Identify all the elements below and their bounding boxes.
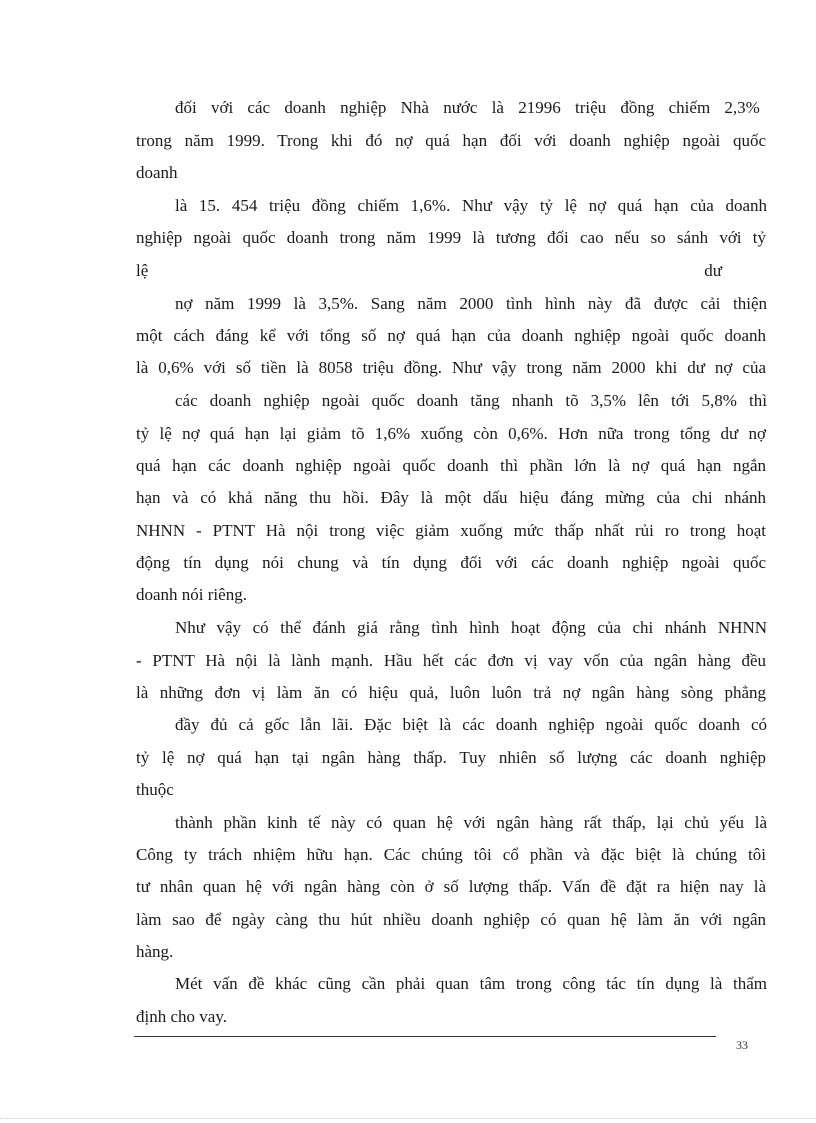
text-line: động tín dụng nói chung và tín dụng đối với các doanh nghiệp ngoài quốc	[136, 553, 766, 572]
text-line: Công ty trách nhiệm hữu hạn. Các chúng tôi cổ phần và đặc biệt là chúng tôi	[136, 845, 766, 864]
text-line-justified	[136, 260, 722, 282]
text-line: là 0,6% với số tiền là 8058 triệu đồng. Như vậy trong năm 2000 khi dư nợ của	[136, 358, 766, 377]
footer-rule	[134, 1036, 716, 1037]
text-line: hàng.	[136, 942, 174, 961]
text-line: doanh	[136, 163, 178, 182]
text-line: tỷ lệ nợ quá hạn tại ngân hàng thấp. Tuy nhiên số lượng các doanh nghiệp	[136, 748, 766, 767]
text-line: Mét vấn đề khác cũng cần phải quan tâm trong công tác tín dụng là thẩm	[175, 974, 767, 993]
text-line: định cho vay.	[136, 1007, 227, 1026]
text-line: đầy đủ cả gốc lẫn lãi. Đặc biệt là các doanh nghiệp ngoài quốc doanh có	[175, 715, 767, 734]
page-number: 33	[736, 1038, 748, 1052]
text-line: doanh nói riêng.	[136, 585, 247, 604]
text-line: Như vậy có thể đánh giá rằng tình hình hoạt động của chi nhánh NHNN	[175, 618, 767, 637]
text-line: là những đơn vị làm ăn có hiệu quả, luôn luôn trả nợ ngân hàng sòng phẳng	[136, 683, 766, 702]
text-line: trong năm 1999. Trong khi đó nợ quá hạn đối với doanh nghiệp ngoài quốc	[136, 131, 766, 150]
text-line: quá hạn các doanh nghiệp ngoài quốc doanh thì phần lớn là nợ quá hạn ngắn	[136, 456, 766, 475]
text-line: tư nhân quan hệ với ngân hàng còn ở số lượng thấp. Vấn đề đặt ra hiện nay là	[136, 877, 766, 896]
text-line: - PTNT Hà nội là lành mạnh. Hầu hết các đơn vị vay vốn của ngân hàng đều	[136, 651, 766, 670]
text-line: nghiệp ngoài quốc doanh trong năm 1999 là tương đối cao nếu so sánh với tỷ	[136, 228, 766, 247]
text-line: các doanh nghiệp ngoài quốc doanh tăng nhanh tõ 3,5% lên tới 5,8% thì	[175, 391, 767, 410]
text-line: là 15. 454 triệu đồng chiếm 1,6%. Như vậy tỷ lệ nợ quá hạn của doanh	[175, 196, 767, 215]
page-bottom-border	[0, 1118, 816, 1119]
text-line: NHNN - PTNT Hà nội trong việc giảm xuống mức thấp nhất rủi ro trong hoạt	[136, 521, 766, 540]
text-line: một cách đáng kể với tổng số nợ quá hạn của doanh nghiệp ngoài quốc doanh	[136, 326, 766, 345]
text-word: dư	[704, 261, 722, 280]
text-word: lệ	[136, 261, 149, 280]
text-line: làm sao để ngày càng thu hút nhiều doanh nghiệp có quan hệ làm ăn với ngân	[136, 910, 766, 929]
text-line: thuộc	[136, 780, 174, 799]
text-line: hạn và có khả năng thu hồi. Đây là một dấu hiệu đáng mừng của chi nhánh	[136, 488, 766, 507]
text-line: thành phần kinh tế này có quan hệ với ngân hàng rất thấp, lại chủ yếu là	[175, 813, 767, 832]
text-line: nợ năm 1999 là 3,5%. Sang năm 2000 tình hình này đã được cải thiện	[175, 294, 767, 313]
text-line: tỷ lệ nợ quá hạn lại giảm tõ 1,6% xuống còn 0,6%. Hơn nữa trong tổng dư nợ	[136, 424, 766, 443]
text-line: đối với các doanh nghiệp Nhà nước là 21996 triệu đồng chiếm 2,3%	[175, 98, 760, 117]
